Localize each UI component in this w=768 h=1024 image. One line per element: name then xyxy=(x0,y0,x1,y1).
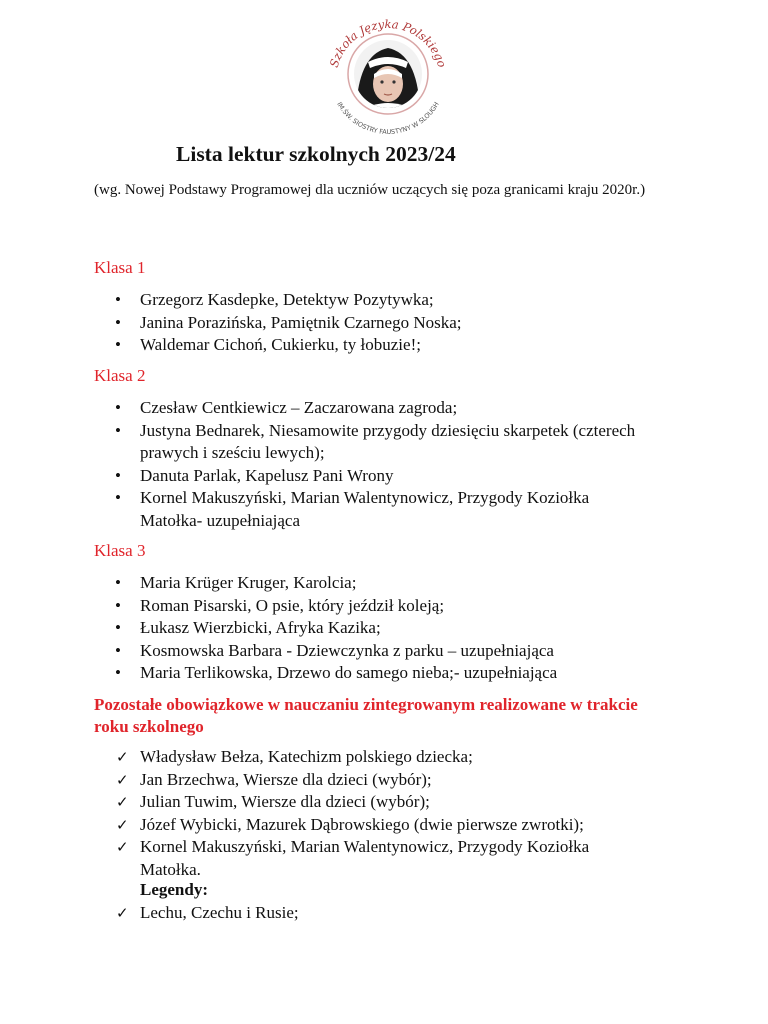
list-item: ✓ Władysław Bełza, Katechizm polskiego dziecka; xyxy=(94,746,734,769)
list-item: • Grzegorz Kasdepke, Detektyw Pozytywka; xyxy=(94,289,734,312)
legendy-list xyxy=(94,902,734,925)
logo-arc-bottom-text: IM.ŚW. SIOSTRY FAUSTYNY W SLOUGH xyxy=(335,100,441,136)
pozostale-heading: Pozostałe obowiązkowe w nauczaniu zintegrowanym realizowane w trakcie roku szkolnego xyxy=(94,695,638,736)
pozostale-list xyxy=(94,746,734,881)
klasa-2-list xyxy=(94,397,694,532)
list-item: • Janina Porazińska, Pamiętnik Czarnego Noska; xyxy=(94,312,734,335)
list-item: • Kosmowska Barbara - Dziewczynka z parku – uzupełniająca xyxy=(94,640,734,663)
list-item: • Łukasz Wierzbicki, Afryka Kazika; xyxy=(94,617,734,640)
list-item: • Waldemar Cichoń, Cukierku, ty łobuzie!; xyxy=(94,334,734,357)
klasa-2-heading: Klasa 2 xyxy=(94,366,146,385)
list-item: • Danuta Parlak, Kapelusz Pani Wrony xyxy=(94,465,694,488)
logo-arc-top-text: Szkoła Języka Polskiego xyxy=(326,17,450,70)
klasa-1-heading: Klasa 1 xyxy=(94,258,146,277)
klasa-3-list xyxy=(94,572,734,685)
subtitle: (wg. Nowej Podstawy Programowej dla uczniów uczących się poza granicami kraju 2020r.) xyxy=(94,182,646,198)
list-item: • Czesław Centkiewicz – Zaczarowana zagroda; xyxy=(94,397,694,420)
list-item: ✓ Jan Brzechwa, Wiersze dla dzieci (wybór); xyxy=(94,769,734,792)
page-title: Lista lektur szkolnych 2023/24 xyxy=(176,142,456,166)
list-item: ✓ Lechu, Czechu i Rusie; xyxy=(94,902,734,925)
klasa-3-heading: Klasa 3 xyxy=(94,541,146,560)
portrait-icon xyxy=(346,32,430,116)
list-item: • Justyna Bednarek, Niesamowite przygody dziesięciu skarpetek (czterech prawych i sześciu lewych); xyxy=(94,420,694,465)
list-item: ✓ Julian Tuwim, Wiersze dla dzieci (wybór); xyxy=(94,791,734,814)
list-item: • Roman Pisarski, O psie, który jeździł koleją; xyxy=(94,595,734,618)
school-logo xyxy=(316,2,460,136)
legendy-subheading: Legendy: xyxy=(140,880,208,899)
list-item: • Kornel Makuszyński, Marian Walentynowicz, Przygody Koziołka Matołka- uzupełniająca xyxy=(94,487,610,532)
list-item: ✓ Józef Wybicki, Mazurek Dąbrowskiego (dwie pierwsze zwrotki); xyxy=(94,814,734,837)
list-item: ✓ Kornel Makuszyński, Marian Walentynowicz, Przygody Koziołka Matołka. xyxy=(94,836,610,881)
list-item: • Maria Terlikowska, Drzewo do samego nieba;- uzupełniająca xyxy=(94,662,734,685)
klasa-1-list xyxy=(94,289,734,357)
list-item: • Maria Krüger Kruger, Karolcia; xyxy=(94,572,734,595)
